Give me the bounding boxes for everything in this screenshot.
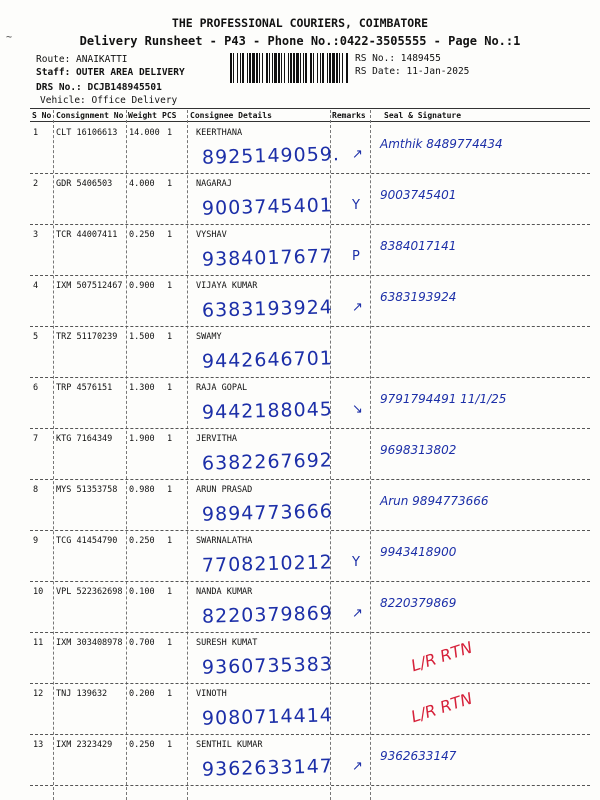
handwritten-phone: 9360735383 [201,653,334,679]
table-row [30,225,590,276]
row-pcs: 1 [167,485,173,495]
row-consignee-name: SWAMY [196,332,222,342]
row-weight: 0.980 [129,485,155,495]
handwritten-signature: L/R RTN [408,688,475,727]
table-row [30,123,590,174]
col-remarks: Remarks [332,111,366,120]
col-sno: S No [32,111,52,120]
row-consignment: IXM 2323429 [56,740,113,750]
handwritten-phone: 9442646701 [201,347,334,373]
row-pcs: 1 [167,281,173,291]
row-sno: 1 [33,128,39,138]
handwritten-signature: 8220379869 [380,596,457,610]
handwritten-phone: 6382267692 [201,449,334,475]
row-consignment: TCG 41454790 [56,536,118,546]
handwritten-signature: 9003745401 [380,188,457,202]
handwritten-signature: L/R RTN [408,637,475,676]
row-consignment: CLT 16106613 [56,128,118,138]
col-consignee: Consignee Details [190,111,272,120]
handwritten-signature: 9791794491 11/1/25 [380,392,507,406]
row-sno: 13 [33,740,44,750]
row-weight: 1.500 [129,332,155,342]
row-consignment: MYS 51353758 [56,485,118,495]
row-consignment: TRP 4576151 [56,383,113,393]
rs-number: RS No.: 1489455 [355,53,441,64]
row-consignment: IXM 507512467 [56,281,123,291]
row-sno: 8 [33,485,39,495]
handwritten-signature: 8384017141 [380,239,457,253]
handwritten-signature: 9362633147 [380,749,457,763]
col-pcs: PCS [162,111,177,120]
row-pcs: 1 [167,434,173,444]
row-consignee-name: JERVITHA [196,434,237,444]
row-consignment: TNJ 139632 [56,689,108,699]
table-row [30,582,590,633]
handwritten-phone: 9894773666 [201,500,334,526]
header-bottom-rule [30,121,590,122]
runsheet-subtitle: Delivery Runsheet - P43 - Phone No.:0422-3505555 - Page No.:1 [79,34,521,48]
row-sno: 11 [33,638,44,648]
handwritten-signature: Amthik 8489774434 [380,137,503,151]
row-consignment: GDR 5406503 [56,179,113,189]
remark-tick-icon: ↗ [352,300,363,315]
row-consignee-name: VINOTH [196,689,227,699]
corner-mark: ~ [6,32,13,43]
row-sno: 10 [33,587,44,597]
handwritten-phone: 6383193924 [201,296,334,322]
row-weight: 0.200 [129,689,155,699]
company-title: THE PROFESSIONAL COURIERS, COIMBATORE [171,16,429,30]
row-sno: 12 [33,689,44,699]
row-consignment: TCR 44007411 [56,230,118,240]
remark-tick-icon: Y [352,555,360,570]
route-label: Route: ANAIKATTI [36,54,128,65]
row-consignee-name: SENTHIL KUMAR [196,740,263,750]
table-row [30,633,590,684]
row-consignment: KTG 7164349 [56,434,113,444]
table-row [30,735,590,786]
handwritten-signature: 9943418900 [380,545,457,559]
row-weight: 14.000 [129,128,160,138]
row-pcs: 1 [167,689,173,699]
row-consignee-name: VYSHAV [196,230,227,240]
table-row [30,327,590,378]
row-consignee-name: VIJAYA KUMAR [196,281,258,291]
handwritten-signature: 6383193924 [380,290,457,304]
staff-label: Staff: OUTER AREA DELIVERY [36,67,185,78]
row-weight: 0.700 [129,638,155,648]
row-weight: 1.300 [129,383,155,393]
row-sno: 9 [33,536,39,546]
row-pcs: 1 [167,230,173,240]
remark-tick-icon: Y [352,198,360,213]
handwritten-phone: 7708210212 [201,551,334,577]
table-top-rule [30,108,590,109]
row-sno: 3 [33,230,39,240]
remark-tick-icon: P [352,249,360,264]
table-row [30,480,590,531]
row-pcs: 1 [167,536,173,546]
row-weight: 1.900 [129,434,155,444]
row-weight: 0.250 [129,536,155,546]
rs-date: RS Date: 11-Jan-2025 [355,66,470,77]
row-consignee-name: KEERTHANA [196,128,243,138]
row-pcs: 1 [167,179,173,189]
table-row [30,276,590,327]
col-weight: Weight [128,111,157,120]
table-row [30,531,590,582]
row-divider [30,785,590,786]
handwritten-signature: 9698313802 [380,443,457,457]
remark-tick-icon: ↗ [352,147,363,162]
table-row [30,378,590,429]
row-sno: 6 [33,383,39,393]
row-consignee-name: SWARNALATHA [196,536,253,546]
barcode-icon [230,53,350,83]
row-weight: 0.100 [129,587,155,597]
handwritten-phone: 8220379869 [201,602,334,628]
handwritten-phone: 9362633147 [201,755,334,781]
remark-tick-icon: ↘ [352,402,363,417]
row-sno: 2 [33,179,39,189]
remark-tick-icon: ↗ [352,606,363,621]
handwritten-phone: 9384017677 [201,245,334,271]
row-consignee-name: NANDA KUMAR [196,587,253,597]
handwritten-phone: 9080714414 [201,704,334,730]
row-weight: 0.250 [129,740,155,750]
row-weight: 4.000 [129,179,155,189]
col-seal: Seal & Signature [384,111,462,120]
row-consignee-name: SURESH KUMAT [196,638,258,648]
handwritten-phone: 8925149059. [201,143,341,169]
col-consignment: Consignment No [56,111,124,120]
vehicle-label: Vehicle: Office Delivery [40,95,178,106]
row-consignee-name: NAGARAJ [196,179,232,189]
row-weight: 0.900 [129,281,155,291]
row-pcs: 1 [167,128,173,138]
row-pcs: 1 [167,383,173,393]
row-pcs: 1 [167,587,173,597]
table-row [30,174,590,225]
handwritten-signature: Arun 9894773666 [380,494,489,508]
handwritten-phone: 9442188045 [201,398,334,424]
row-sno: 4 [33,281,39,291]
handwritten-phone: 9003745401 [201,194,334,220]
row-pcs: 1 [167,638,173,648]
table-row [30,429,590,480]
table-row [30,684,590,735]
drs-label: DRS No.: DCJB148945501 [36,82,162,93]
row-consignment: VPL 522362698 [56,587,123,597]
row-consignment: IXM 303408978 [56,638,123,648]
remark-tick-icon: ↗ [352,759,363,774]
row-pcs: 1 [167,740,173,750]
row-consignee-name: RAJA GOPAL [196,383,248,393]
row-pcs: 1 [167,332,173,342]
row-weight: 0.250 [129,230,155,240]
row-consignee-name: ARUN PRASAD [196,485,253,495]
row-sno: 5 [33,332,39,342]
row-consignment: TRZ 51170239 [56,332,118,342]
row-sno: 7 [33,434,39,444]
